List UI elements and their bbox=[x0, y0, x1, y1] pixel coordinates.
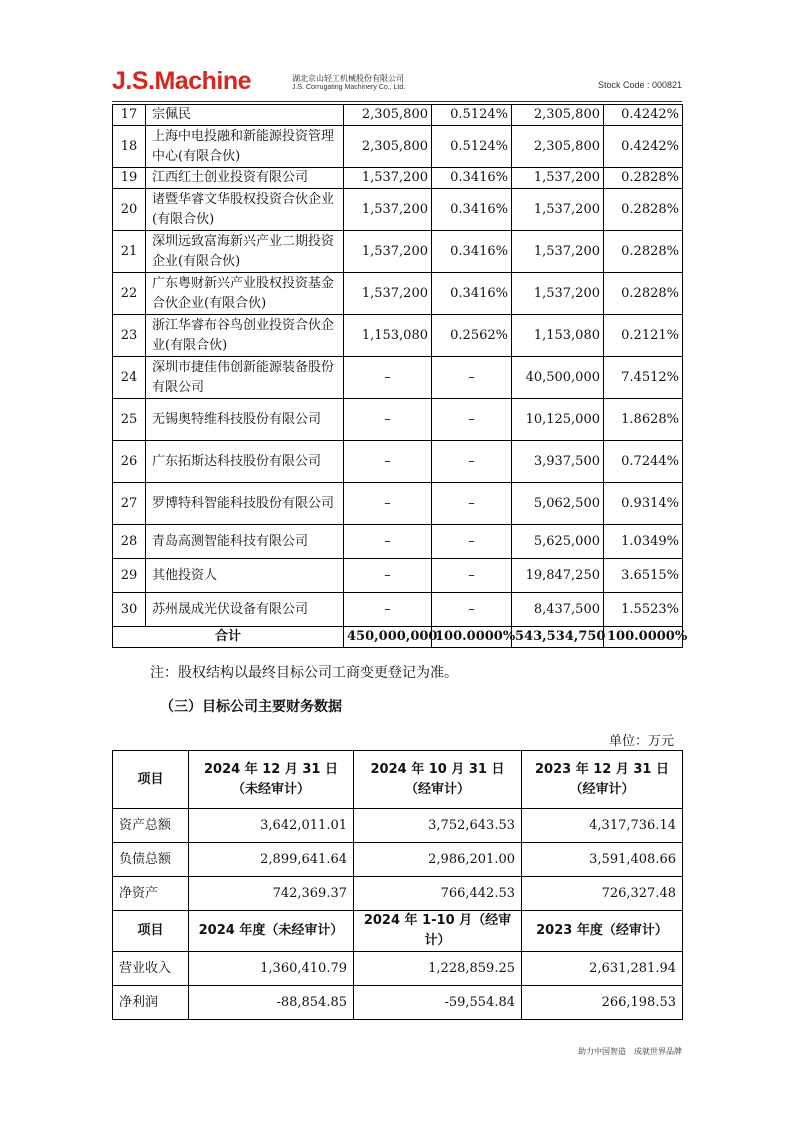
ratio-before: – bbox=[432, 441, 512, 483]
row-index: 20 bbox=[113, 189, 146, 231]
section-title: （三）目标公司主要财务数据 bbox=[160, 699, 342, 715]
value-col1: 3,642,011.01 bbox=[189, 809, 354, 843]
shares-before: 1,537,200 bbox=[344, 168, 432, 189]
row-index: 23 bbox=[113, 315, 146, 357]
shareholder-row bbox=[113, 273, 683, 315]
value-col2: 766,442.53 bbox=[354, 877, 522, 911]
shares-before: – bbox=[344, 525, 432, 559]
value-col3: 266,198.53 bbox=[522, 986, 683, 1020]
shares-before: – bbox=[344, 399, 432, 441]
row-index: 27 bbox=[113, 483, 146, 525]
total-label: 合计 bbox=[113, 627, 344, 648]
header-divider bbox=[112, 101, 682, 102]
row-index: 28 bbox=[113, 525, 146, 559]
ratio-before: 0.3416% bbox=[432, 168, 512, 189]
shareholder-name: 青岛高测智能科技有限公司 bbox=[146, 525, 344, 559]
value-col2: 2,986,201.00 bbox=[354, 843, 522, 877]
ratio-before: 0.3416% bbox=[432, 189, 512, 231]
header-col2: 2024 年 10 月 31 日 （经审计） bbox=[354, 751, 522, 809]
shareholder-name: 广东拓斯达科技股份有限公司 bbox=[146, 441, 344, 483]
header-item: 项目 bbox=[113, 751, 189, 809]
shareholder-name: 无锡奥特维科技股份有限公司 bbox=[146, 399, 344, 441]
metric-label: 营业收入 bbox=[113, 952, 189, 986]
value-col1: 1,360,410.79 bbox=[189, 952, 354, 986]
shareholder-name: 宗佩民 bbox=[146, 105, 344, 126]
page-header bbox=[112, 68, 682, 98]
subheader-col3: 2023 年度（经审计） bbox=[522, 911, 683, 952]
ratio-after: 0.4242% bbox=[604, 126, 683, 168]
ratio-after: 0.4242% bbox=[604, 105, 683, 126]
shareholder-row bbox=[113, 559, 683, 593]
financial-table bbox=[112, 750, 683, 1020]
ratio-after: 0.2828% bbox=[604, 231, 683, 273]
ratio-before: – bbox=[432, 357, 512, 399]
shareholder-name: 浙江华睿布谷鸟创业投资合伙企业(有限合伙) bbox=[146, 315, 344, 357]
unit-label: 单位：万元 bbox=[608, 734, 674, 749]
ratio-before: – bbox=[432, 483, 512, 525]
shares-after: 2,305,800 bbox=[512, 126, 604, 168]
value-col1: 742,369.37 bbox=[189, 877, 354, 911]
shares-after: 1,537,200 bbox=[512, 231, 604, 273]
shareholder-name: 苏州晟成光伏设备有限公司 bbox=[146, 593, 344, 627]
row-index: 17 bbox=[113, 105, 146, 126]
company-logo: J.S.Machine bbox=[112, 67, 251, 95]
shares-before: – bbox=[344, 357, 432, 399]
shares-after: 40,500,000 bbox=[512, 357, 604, 399]
company-name-cn: 湖北京山轻工机械股份有限公司 bbox=[292, 74, 404, 83]
shareholder-table bbox=[112, 104, 688, 648]
shareholder-name: 上海中电投融和新能源投资管理中心(有限合伙) bbox=[146, 126, 344, 168]
equity-note: 注：股权结构以最终目标公司工商变更登记为准。 bbox=[150, 665, 458, 681]
metric-label: 资产总额 bbox=[113, 809, 189, 843]
shareholder-name: 江西红土创业投资有限公司 bbox=[146, 168, 344, 189]
ratio-before: – bbox=[432, 399, 512, 441]
shares-before: – bbox=[344, 593, 432, 627]
ratio-after: 0.2828% bbox=[604, 273, 683, 315]
row-index: 29 bbox=[113, 559, 146, 593]
row-index: 25 bbox=[113, 399, 146, 441]
row-index: 26 bbox=[113, 441, 146, 483]
shareholder-row bbox=[113, 399, 683, 441]
value-col3: 726,327.48 bbox=[522, 877, 683, 911]
value-col3: 4,317,736.14 bbox=[522, 809, 683, 843]
total-shares-after: 543,534,750 bbox=[512, 627, 604, 648]
total-shares-before: 450,000,000 bbox=[344, 627, 432, 648]
shares-after: 19,847,250 bbox=[512, 559, 604, 593]
value-col3: 2,631,281.94 bbox=[522, 952, 683, 986]
shareholder-row bbox=[113, 593, 683, 627]
shares-before: – bbox=[344, 441, 432, 483]
ratio-before: 0.5124% bbox=[432, 105, 512, 126]
financial-subheader-row bbox=[113, 911, 683, 952]
shareholder-row bbox=[113, 105, 683, 126]
row-index: 18 bbox=[113, 126, 146, 168]
financial-row bbox=[113, 986, 683, 1020]
shareholder-name: 诸暨华睿文华股权投资合伙企业(有限合伙) bbox=[146, 189, 344, 231]
ratio-before: – bbox=[432, 559, 512, 593]
header-col3: 2023 年 12 月 31 日 （经审计） bbox=[522, 751, 683, 809]
shares-after: 5,062,500 bbox=[512, 483, 604, 525]
ratio-before: 0.5124% bbox=[432, 126, 512, 168]
shares-before: 2,305,800 bbox=[344, 126, 432, 168]
shares-after: 1,537,200 bbox=[512, 168, 604, 189]
ratio-after: 0.7244% bbox=[604, 441, 683, 483]
ratio-after: 7.4512% bbox=[604, 357, 683, 399]
value-col2: 3,752,643.53 bbox=[354, 809, 522, 843]
shareholder-row bbox=[113, 441, 683, 483]
shares-after: 8,437,500 bbox=[512, 593, 604, 627]
shares-after: 2,305,800 bbox=[512, 105, 604, 126]
ratio-before: – bbox=[432, 593, 512, 627]
stock-code: Stock Code : 000821 bbox=[597, 80, 682, 90]
ratio-before: 0.3416% bbox=[432, 231, 512, 273]
shares-before: 1,537,200 bbox=[344, 189, 432, 231]
metric-label: 净利润 bbox=[113, 986, 189, 1020]
financial-row bbox=[113, 843, 683, 877]
shareholder-row bbox=[113, 231, 683, 273]
metric-label: 净资产 bbox=[113, 877, 189, 911]
metric-label: 负债总额 bbox=[113, 843, 189, 877]
shareholder-row bbox=[113, 315, 683, 357]
value-col3: 3,591,408.66 bbox=[522, 843, 683, 877]
row-index: 24 bbox=[113, 357, 146, 399]
row-index: 21 bbox=[113, 231, 146, 273]
ratio-before: 0.3416% bbox=[432, 273, 512, 315]
shareholder-row bbox=[113, 126, 683, 168]
footer-slogan: 助力中国智造 成就世界品牌 bbox=[578, 1047, 682, 1056]
shares-before: – bbox=[344, 483, 432, 525]
value-col2: -59,554.84 bbox=[354, 986, 522, 1020]
financial-row bbox=[113, 877, 683, 911]
shareholder-row bbox=[113, 483, 683, 525]
shares-before: – bbox=[344, 559, 432, 593]
total-ratio-before: 100.0000% bbox=[432, 627, 512, 648]
row-index: 30 bbox=[113, 593, 146, 627]
shareholder-name: 广东粤财新兴产业股权投资基金合伙企业(有限合伙) bbox=[146, 273, 344, 315]
ratio-before: 0.2562% bbox=[432, 315, 512, 357]
shares-before: 1,153,080 bbox=[344, 315, 432, 357]
shares-before: 2,305,800 bbox=[344, 105, 432, 126]
ratio-before: – bbox=[432, 525, 512, 559]
subheader-col1: 2024 年度（未经审计） bbox=[189, 911, 354, 952]
shares-before: 1,537,200 bbox=[344, 273, 432, 315]
subheader-item: 项目 bbox=[113, 911, 189, 952]
subheader-col2: 2024 年 1-10 月（经审计） bbox=[354, 911, 522, 952]
shares-after: 5,625,000 bbox=[512, 525, 604, 559]
shares-after: 1,537,200 bbox=[512, 189, 604, 231]
ratio-after: 0.2121% bbox=[604, 315, 683, 357]
shareholder-name: 深圳远致富海新兴产业二期投资企业(有限合伙) bbox=[146, 231, 344, 273]
ratio-after: 1.5523% bbox=[604, 593, 683, 627]
shareholder-row bbox=[113, 168, 683, 189]
shareholder-row bbox=[113, 525, 683, 559]
value-col2: 1,228,859.25 bbox=[354, 952, 522, 986]
financial-header-row bbox=[113, 751, 683, 809]
ratio-after: 1.0349% bbox=[604, 525, 683, 559]
financial-row bbox=[113, 809, 683, 843]
shareholder-row bbox=[113, 189, 683, 231]
shareholder-name: 罗博特科智能科技股份有限公司 bbox=[146, 483, 344, 525]
company-name-en: J.S. Corrugating Machinery Co., Ltd. bbox=[292, 84, 406, 91]
shares-before: 1,537,200 bbox=[344, 231, 432, 273]
ratio-after: 0.9314% bbox=[604, 483, 683, 525]
total-ratio-after: 100.0000% bbox=[604, 627, 683, 648]
row-index: 19 bbox=[113, 168, 146, 189]
shares-after: 10,125,000 bbox=[512, 399, 604, 441]
value-col1: 2,899,641.64 bbox=[189, 843, 354, 877]
header-col1: 2024 年 12 月 31 日 （未经审计） bbox=[189, 751, 354, 809]
row-index: 22 bbox=[113, 273, 146, 315]
shareholder-row bbox=[113, 357, 683, 399]
shareholder-name: 其他投资人 bbox=[146, 559, 344, 593]
financial-row bbox=[113, 952, 683, 986]
shares-after: 1,537,200 bbox=[512, 273, 604, 315]
shareholder-name: 深圳市捷佳伟创新能源装备股份有限公司 bbox=[146, 357, 344, 399]
ratio-after: 1.8628% bbox=[604, 399, 683, 441]
shareholder-total-row bbox=[113, 627, 683, 648]
shares-after: 1,153,080 bbox=[512, 315, 604, 357]
shares-after: 3,937,500 bbox=[512, 441, 604, 483]
ratio-after: 3.6515% bbox=[604, 559, 683, 593]
ratio-after: 0.2828% bbox=[604, 189, 683, 231]
ratio-after: 0.2828% bbox=[604, 168, 683, 189]
value-col1: -88,854.85 bbox=[189, 986, 354, 1020]
